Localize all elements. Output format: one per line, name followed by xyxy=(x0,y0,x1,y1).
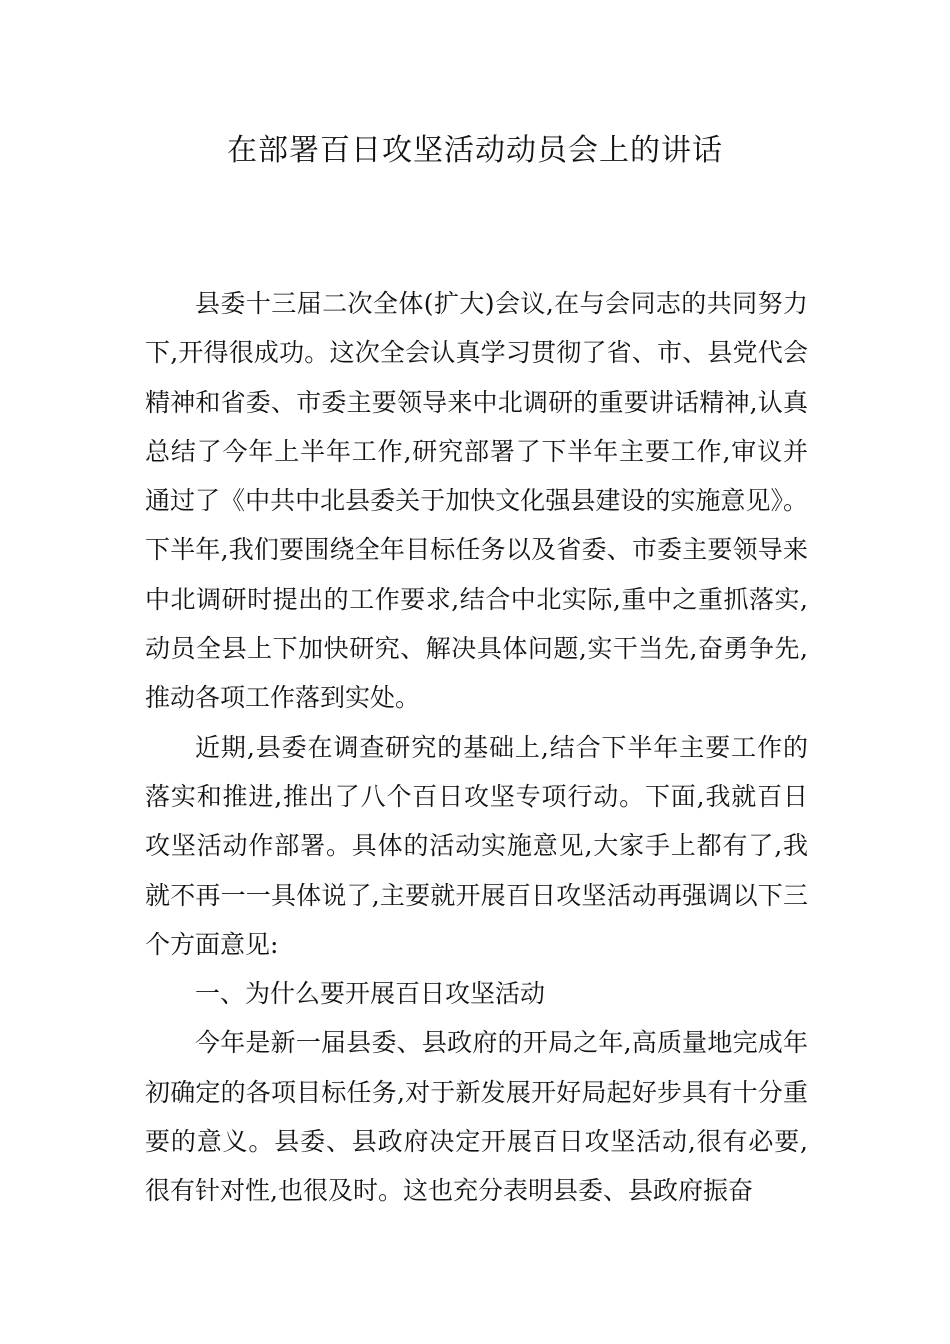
document-title: 在部署百日攻坚活动动员会上的讲话 xyxy=(227,133,723,168)
section-heading-1: 一、为什么要开展百日攻坚活动 xyxy=(195,979,546,1009)
document-body xyxy=(145,279,808,1216)
section-paragraph-1: 今年是新一届县委、县政府的开局之年,高质量地完成年初确定的各项目标任务,对于新发展开好局起好步具有十分重要的意义。县委、县政府决定开展百日攻坚活动,很有必要,很有针对性,也很及时。这也充分表明县委、县政府振奋 xyxy=(145,1028,808,1206)
body-paragraph-1: 县委十三届二次全体(扩大)会议,在与会同志的共同努力下,开得很成功。这次全会认真学习贯彻了省、市、县党代会精神和省委、市委主要领导来中北调研的重要讲话精神,认真总结了今年上半年工作,研究部署了下半年主要工作,审议并通过了《中共中北县委关于加快文化强县建设的实施意见》。下半年,我们要围绕全年目标任务以及省委、市委主要领导来中北调研时提出的工作要求,结合中北实际,重中之重抓落实,动员全县上下加快研究、解决具体问题,实干当先,奋勇争先,推动各项工作落到实处。 xyxy=(145,289,808,713)
body-paragraph-2: 近期,县委在调查研究的基础上,结合下半年主要工作的落实和推进,推出了八个百日攻坚专项行动。下面,我就百日攻坚活动作部署。具体的活动实施意见,大家手上都有了,我就不再一一具体说了,主要就开展百日攻坚活动再强调以下三个方面意见: xyxy=(145,732,808,959)
